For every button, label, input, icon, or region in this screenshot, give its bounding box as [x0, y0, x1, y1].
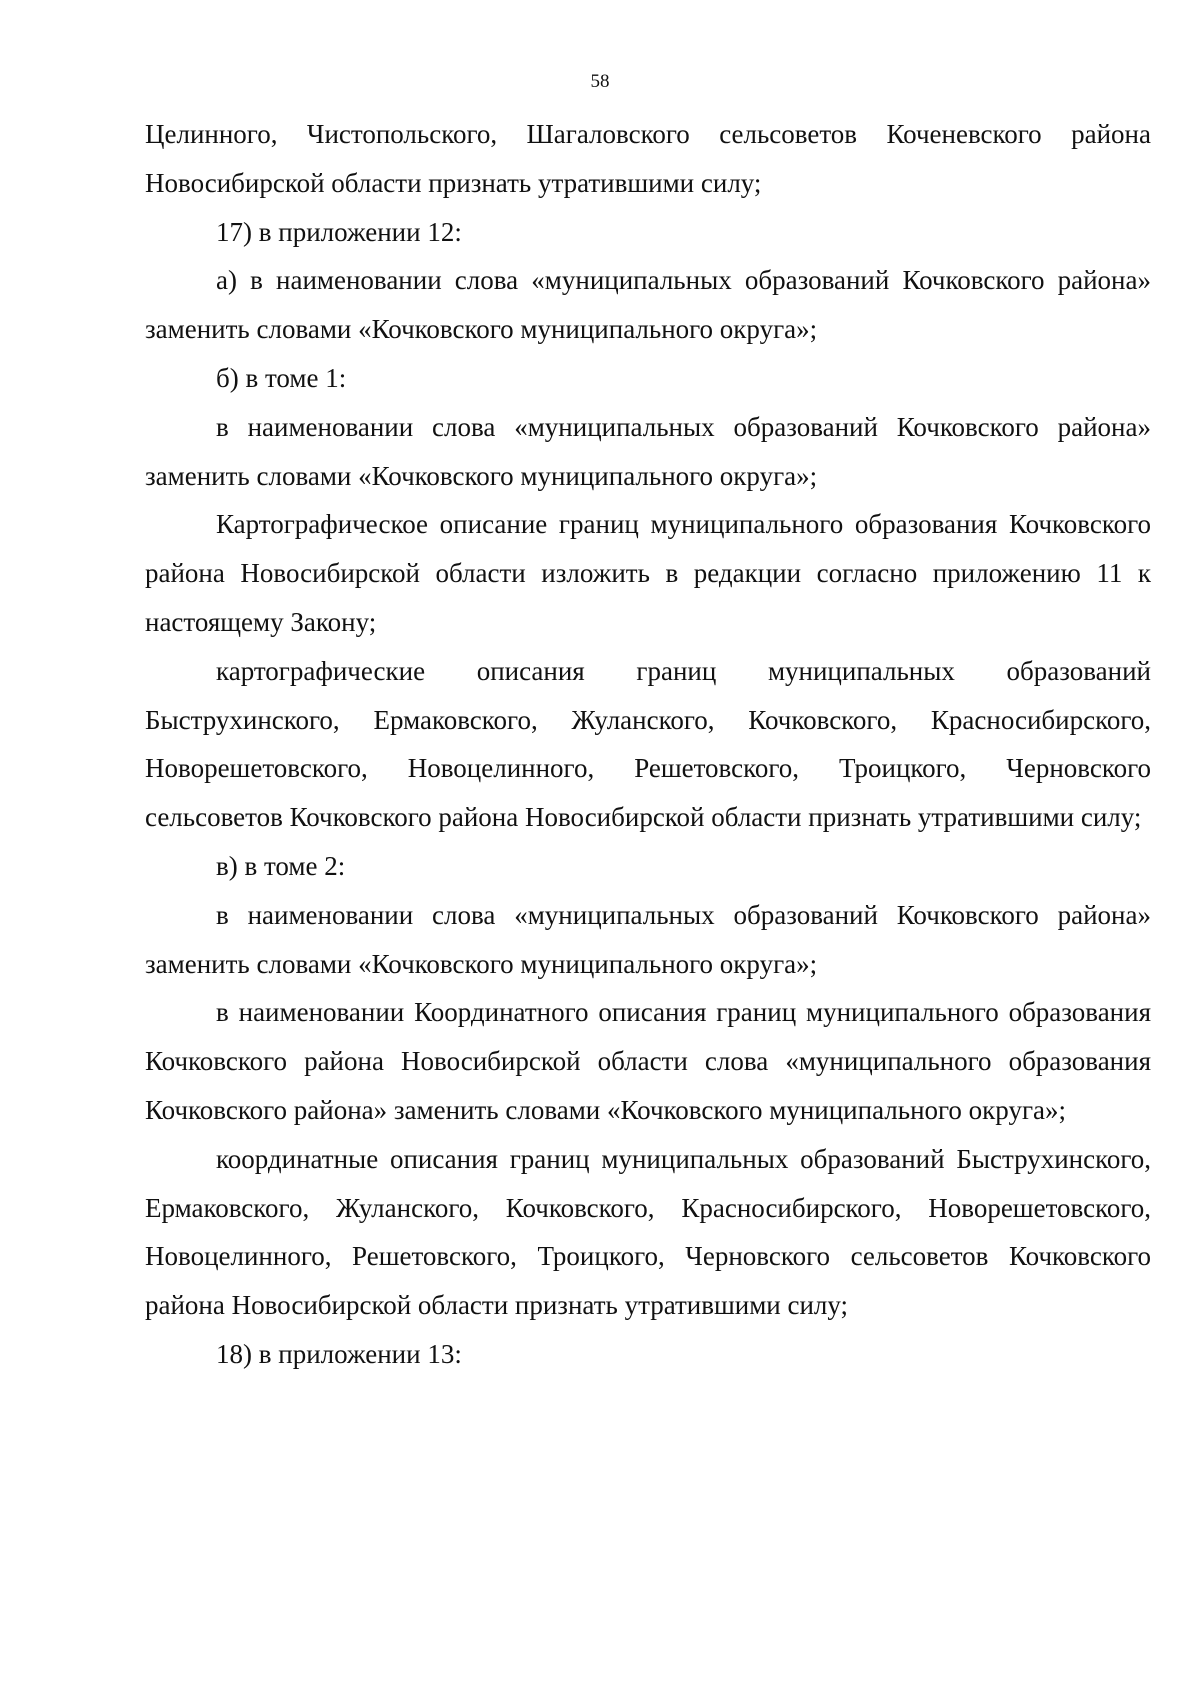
paragraph-volume2-title: в наименовании слова «муниципальных образований Кочковского района» заменить словами «Кочковского муниципального округа»;	[145, 899, 1151, 979]
paragraph-volume1-repeal: картографические описания границ муниципальных образований Быструхинского, Ермаковского, Жуланского, Кочковского, Красносибирского, Новорешетовского, Новоцелинного, Решетовского, Троицкого, Черновского сельсоветов Кочковского района Новосибирской области признать утратившими силу;	[145, 655, 1151, 833]
paragraph-volume1-cartographic: Картографическое описание границ муниципального образования Кочковского района Новосибирской области изложить в редакции согласно приложению 11 к настоящему Закону;	[145, 509, 1151, 637]
paragraph-item-17: 17) в приложении 12:	[216, 216, 462, 247]
paragraph-volume2-repeal: координатные описания границ муниципальных образований Быструхинского, Ермаковского, Жуланского, Кочковского, Красносибирского, Новорешетовского, Новоцелинного, Решетовского, Троицкого, Черновского сельсоветов Кочковского района Новосибирской области признать утратившими силу;	[145, 1143, 1151, 1321]
paragraph-volume1-title: в наименовании слова «муниципальных образований Кочковского района» заменить словами «Кочковского муниципального округа»;	[145, 411, 1151, 491]
paragraph-subitem-v: в) в томе 2:	[216, 850, 346, 881]
paragraph-subitem-b: б) в томе 1:	[216, 362, 347, 393]
paragraph-subitem-a: а) в наименовании слова «муниципальных образований Кочковского района» заменить словами «Кочковского муниципального округа»;	[145, 265, 1151, 345]
document-body	[145, 110, 1151, 1379]
paragraph-item-18: 18) в приложении 13:	[216, 1338, 462, 1369]
paragraph-continuation: Целинного, Чистопольского, Шагаловского сельсоветов Коченевского района Новосибирской области признать утратившими силу;	[145, 119, 1151, 198]
paragraph-volume2-coordinate: в наименовании Координатного описания границ муниципального образования Кочковского района Новосибирской области слова «муниципального образования Кочковского района» заменить словами «Кочковского муниципального округа»;	[145, 997, 1151, 1125]
page-number: 58	[590, 71, 610, 92]
